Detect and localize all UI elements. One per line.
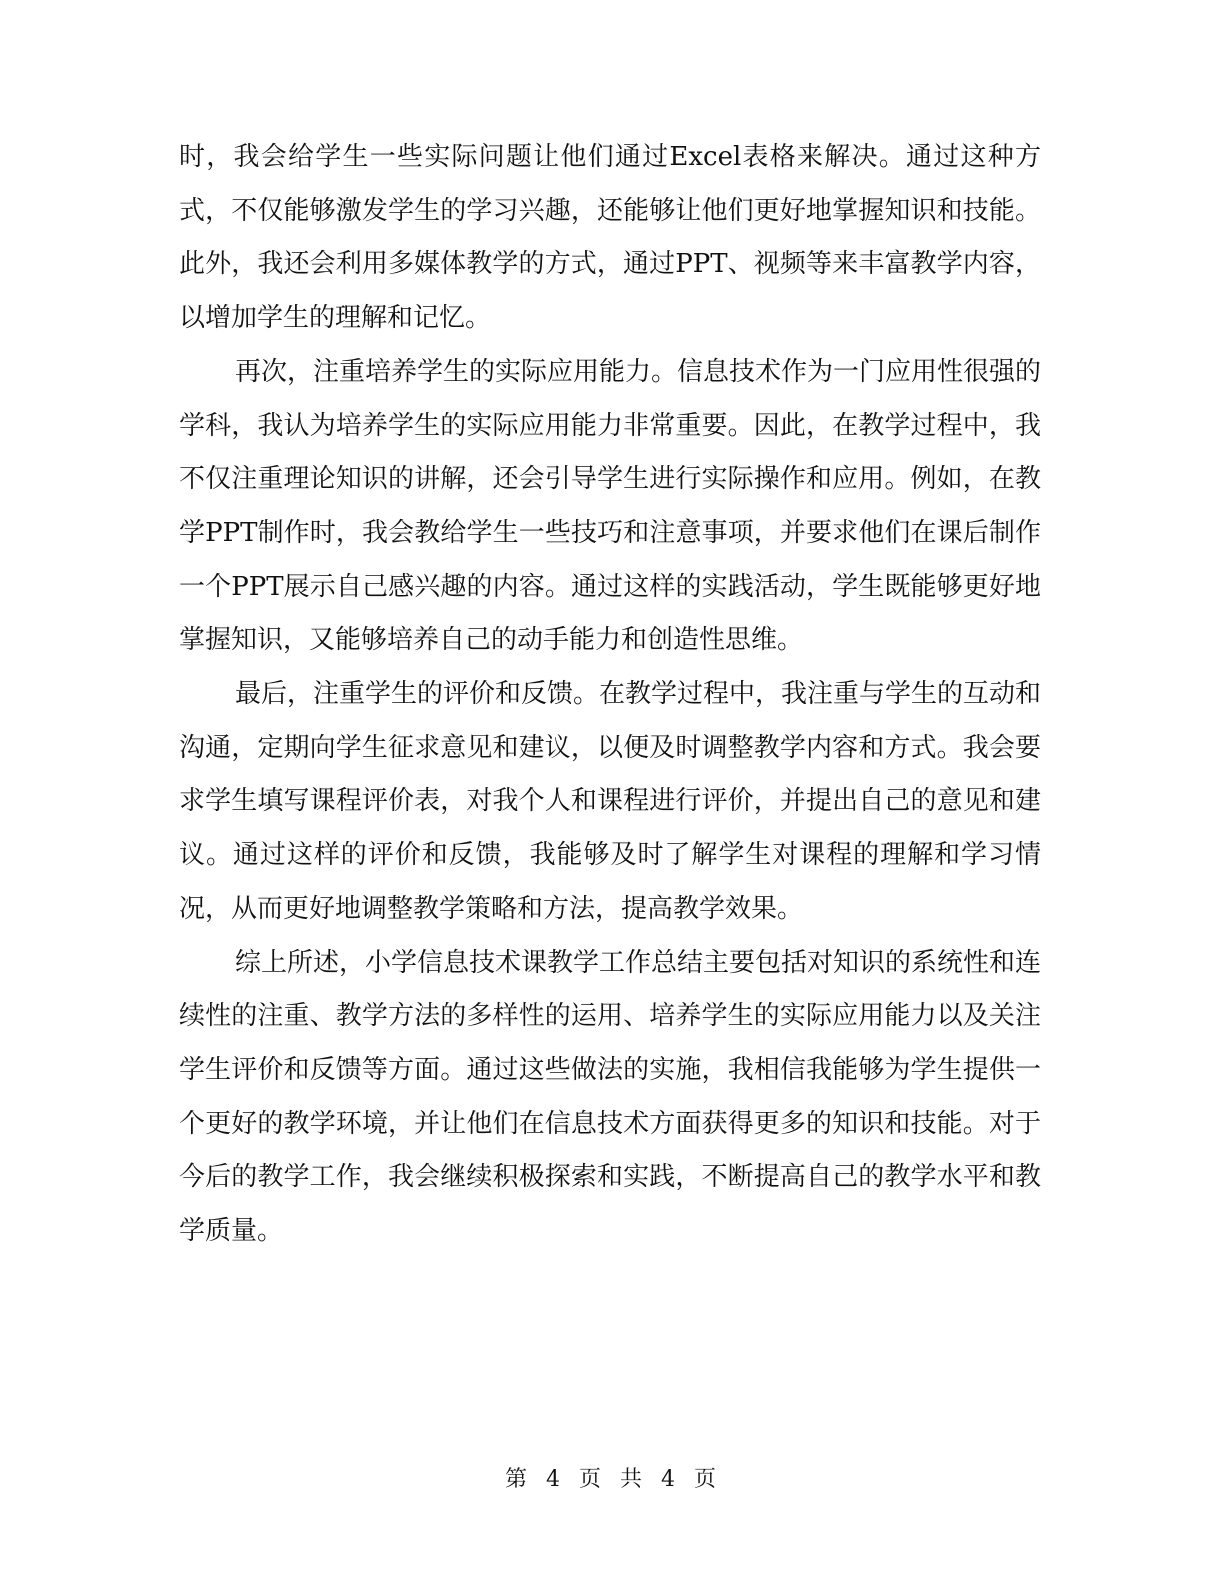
document-body — [179, 131, 1041, 1259]
paragraph-summary: 综上所述，小学信息技术课教学工作总结主要包括对知识的系统性和连续性的注重、教学方法的多样性的运用、培养学生的实际应用能力以及关注学生评价和反馈等方面。通过这些做法的实施，我相信我能够为学生提供一个更好的教学环境，并让他们在信息技术方面获得更多的知识和技能。对于今后的教学工作，我会继续积极探索和实践，不断提高自己的教学水平和教学质量。 — [179, 947, 1042, 1247]
paragraph-evaluation-feedback: 最后，注重学生的评价和反馈。在教学过程中，我注重与学生的互动和沟通，定期向学生征求意见和建议，以便及时调整教学内容和方式。我会要求学生填写课程评价表，对我个人和课程进行评价，并提出自己的意见和建议。通过这样的评价和反馈，我能够及时了解学生对课程的理解和学习情况，从而更好地调整教学策略和方法，提高教学效果。 — [179, 679, 1042, 924]
paragraph-practical-application: 再次，注重培养学生的实际应用能力。信息技术作为一门应用性很强的学科，我认为培养学生的实际应用能力非常重要。因此，在教学过程中，我不仅注重理论知识的讲解，还会引导学生进行实际操作和应用。例如，在教学PPT制作时，我会教给学生一些技巧和注意事项，并要求他们在课后制作一个PPT展示自己感兴趣的内容。通过这样的实践活动，学生既能够更好地掌握知识，又能够培养自己的动手能力和创造性思维。 — [179, 356, 1042, 656]
page-number-footer: 第 4 页 共 4 页 — [505, 1467, 719, 1492]
paragraph-continuation: 时，我会给学生一些实际问题让他们通过Excel表格来解决。通过这种方式，不仅能够激发学生的学习兴趣，还能够让他们更好地掌握知识和技能。此外，我还会利用多媒体教学的方式，通过PPT、视频等来丰富教学内容，以增加学生的理解和记忆。 — [179, 142, 1041, 334]
